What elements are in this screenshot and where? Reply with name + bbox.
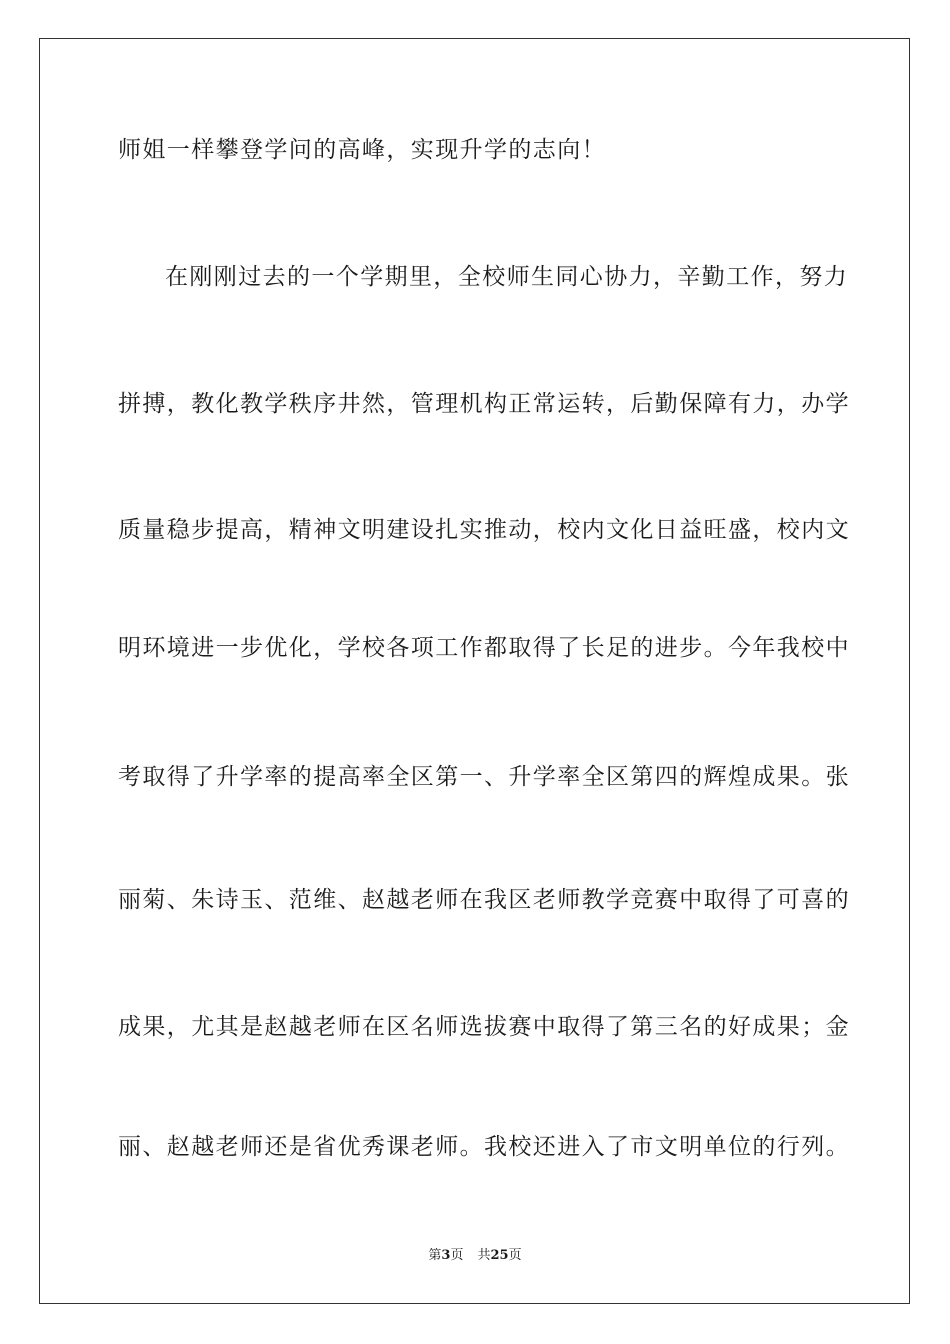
page-border <box>39 38 910 1304</box>
text-line-7: 丽菊、朱诗玉、范维、赵越老师在我区老师教学竞赛中取得了可喜的 <box>118 887 850 913</box>
text-line-6: 考取得了升学率的提高率全区第一、升学率全区第四的辉煌成果。张 <box>118 764 850 790</box>
text-line-4: 质量稳步提高，精神文明建设扎实推动，校内文化日益旺盛，校内文 <box>118 517 850 543</box>
text-line-3: 拼搏，教化教学秩序井然，管理机构正常运转，后勤保障有力，办学 <box>118 391 850 417</box>
total-pages: 25 <box>490 1248 509 1263</box>
page-footer <box>0 1247 950 1265</box>
page-number: 3 <box>441 1248 451 1263</box>
text-line-8: 成果，尤其是赵越老师在区名师选拔赛中取得了第三名的好成果；金 <box>118 1014 850 1040</box>
page-suffix: 页 <box>450 1248 464 1263</box>
text-line-2: 在刚刚过去的一个学期里，全校师生同心协力，辛勤工作，努力 <box>165 264 849 290</box>
total-prefix: 共 <box>477 1248 491 1263</box>
text-line-9: 丽、赵越老师还是省优秀课老师。我校还进入了市文明单位的行列。 <box>118 1134 850 1160</box>
total-suffix: 页 <box>508 1248 522 1263</box>
page-prefix: 第 <box>428 1248 442 1263</box>
text-line-1: 师姐一样攀登学问的高峰，实现升学的志向！ <box>118 137 606 163</box>
text-line-5: 明环境进一步优化，学校各项工作都取得了长足的进步。今年我校中 <box>118 635 850 661</box>
